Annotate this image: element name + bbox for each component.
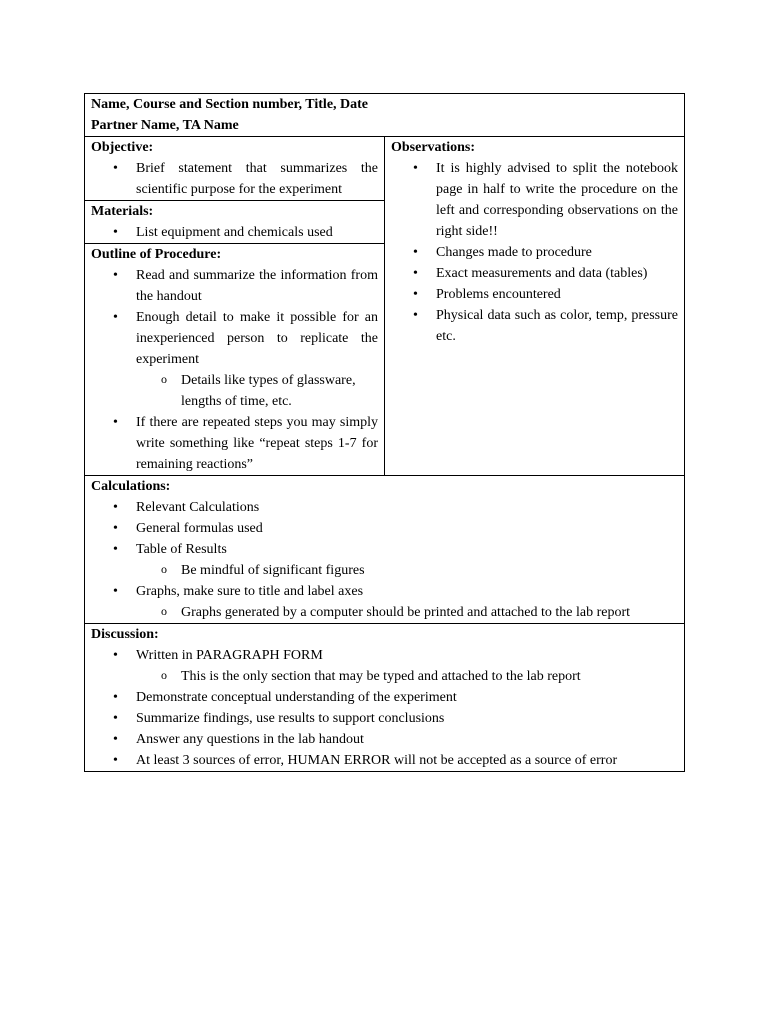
- list-item: • General formulas used: [91, 518, 678, 539]
- list-item: • Graphs, make sure to title and label axes: [91, 581, 678, 602]
- list-item: • Exact measurements and data (tables): [391, 263, 678, 284]
- objective-list: [91, 158, 378, 200]
- sub-list-item: o Details like types of glassware, lengths of time, etc.: [91, 370, 378, 412]
- list-item: • Relevant Calculations: [91, 497, 678, 518]
- objective-cell: [85, 137, 384, 201]
- list-item: • Enough detail to make it possible for an inexperienced person to replicate the experiment: [91, 307, 378, 370]
- list-item: • Problems encountered: [391, 284, 678, 305]
- list-item: • Brief statement that summarizes the scientific purpose for the experiment: [91, 158, 378, 200]
- materials-list: [91, 222, 378, 243]
- objective-title: Objective:: [91, 140, 154, 155]
- list-item: • Changes made to procedure: [391, 242, 678, 263]
- list-item: • Read and summarize the information from the handout: [91, 265, 378, 307]
- discussion-list: [91, 645, 678, 771]
- list-item: • Table of Results: [91, 539, 678, 560]
- observations-title: Observations:: [391, 140, 475, 155]
- header-line-1: Name, Course and Section number, Title, Date: [91, 97, 369, 112]
- procedure-title: Outline of Procedure:: [91, 247, 222, 262]
- calculations-cell: [85, 476, 684, 624]
- left-column: [85, 137, 385, 475]
- list-item: • Summarize findings, use results to support conclusions: [91, 708, 678, 729]
- list-item: • Answer any questions in the lab handout: [91, 729, 678, 750]
- discussion-cell: [85, 624, 684, 771]
- lab-report-format-table: [84, 93, 685, 772]
- list-item: • Demonstrate conceptual understanding of the experiment: [91, 687, 678, 708]
- procedure-list: [91, 265, 378, 475]
- list-item: • Written in PARAGRAPH FORM: [91, 645, 678, 666]
- list-item: • It is highly advised to split the notebook page in half to write the procedure on the left and corresponding observations on the right side!!: [391, 158, 678, 242]
- list-item: • At least 3 sources of error, HUMAN ERROR will not be accepted as a source of error: [91, 750, 678, 771]
- header-cell: [85, 94, 684, 137]
- header-line-2: Partner Name, TA Name: [91, 118, 239, 133]
- calculations-title: Calculations:: [91, 479, 171, 494]
- procedure-cell: [85, 244, 384, 475]
- observations-list: [391, 158, 678, 347]
- sub-list-item: o This is the only section that may be typed and attached to the lab report: [91, 666, 678, 687]
- observations-cell: [385, 137, 684, 475]
- materials-title: Materials:: [91, 204, 154, 219]
- list-item: • Physical data such as color, temp, pressure etc.: [391, 305, 678, 347]
- sub-list-item: o Graphs generated by a computer should be printed and attached to the lab report: [91, 602, 678, 623]
- calculations-list: [91, 497, 678, 623]
- list-item: • If there are repeated steps you may simply write something like “repeat steps 1-7 for remaining reactions”: [91, 412, 378, 475]
- sub-list-item: o Be mindful of significant figures: [91, 560, 678, 581]
- materials-cell: [85, 201, 384, 244]
- list-item: • List equipment and chemicals used: [91, 222, 378, 243]
- discussion-title: Discussion:: [91, 627, 159, 642]
- split-section: [85, 137, 684, 476]
